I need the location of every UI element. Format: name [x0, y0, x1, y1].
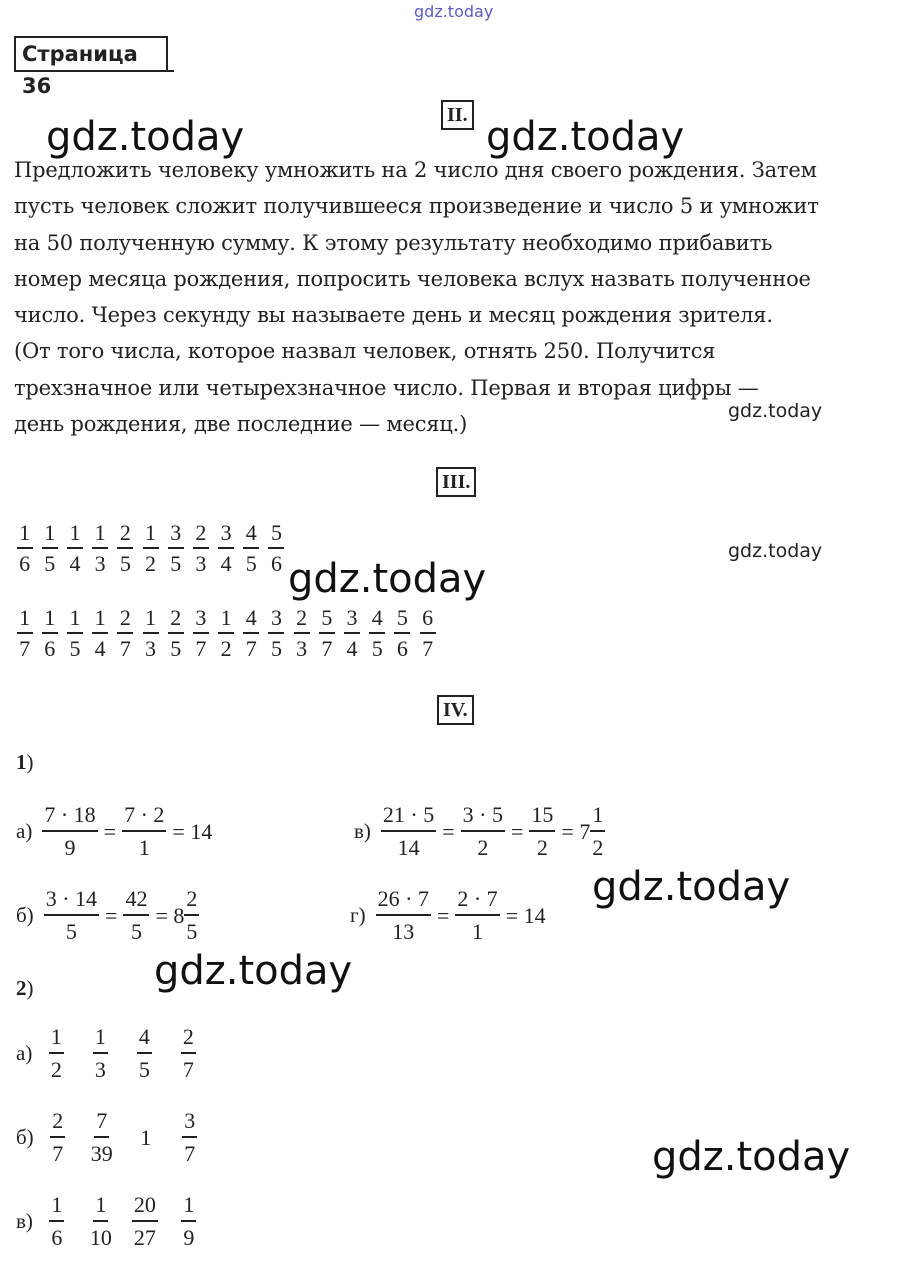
numerator: 6 — [420, 607, 436, 634]
fraction: $\frac{2 \cdot 7}{1}$ — [457, 886, 498, 944]
fraction — [214, 607, 239, 660]
denominator: 2 — [50, 1057, 62, 1082]
numerator: 5 — [319, 607, 335, 634]
fraction — [390, 607, 415, 660]
numerator: 5 — [268, 522, 284, 549]
fraction — [138, 522, 163, 575]
numerator: 2 — [117, 607, 133, 634]
numerator: 4 — [137, 1026, 152, 1054]
denominator: 39 — [90, 1141, 113, 1166]
denominator: 3 — [296, 636, 308, 661]
paragraph-line: (От того числа, которое назвал человек, отнять 250. Получится — [14, 339, 716, 364]
answer-cell — [166, 1026, 210, 1081]
answer-cell — [124, 1125, 168, 1151]
fraction — [264, 522, 289, 575]
denominator: 2 — [145, 551, 157, 576]
fraction — [239, 607, 264, 660]
part-2-number: 2) — [16, 976, 34, 1000]
fraction — [62, 607, 87, 660]
denominator: 7 — [119, 636, 131, 661]
fraction: $\frac{26 \cdot 7}{13}$ — [377, 886, 429, 944]
denominator: 7 — [195, 636, 207, 661]
denominator: 4 — [69, 551, 81, 576]
denominator: 6 — [270, 551, 282, 576]
denominator: 5 — [170, 551, 182, 576]
paragraph-line: Предложить человеку умножить на 2 число дня своего рождения. Затем — [14, 158, 817, 182]
watermark: gdz.today — [154, 948, 353, 994]
denominator: 7 — [245, 636, 257, 661]
numerator: 1 — [17, 522, 33, 549]
numerator: 3 — [182, 1110, 197, 1138]
answer-cell — [36, 1110, 80, 1165]
answer-cell — [78, 1026, 122, 1081]
numerator: 1 — [218, 607, 234, 634]
numerator: 3 — [193, 607, 209, 634]
fraction — [62, 522, 87, 575]
numerator: 2 — [294, 607, 310, 634]
fraction — [138, 607, 163, 660]
numerator: 4 — [369, 607, 385, 634]
numerator: 2 — [50, 1110, 65, 1138]
fraction — [163, 522, 188, 575]
answer-cell — [168, 1110, 212, 1165]
fraction — [365, 607, 390, 660]
fraction — [188, 607, 213, 660]
answer-cell — [79, 1194, 123, 1249]
numerator: 1 — [92, 522, 108, 549]
answer-cell — [167, 1194, 211, 1249]
fraction — [132, 1194, 158, 1249]
denominator: 5 — [245, 551, 257, 576]
numerator: 1 — [17, 607, 33, 634]
fraction: $\frac{15}{2}$ — [531, 802, 554, 860]
numerator: 2 — [168, 607, 184, 634]
section-heading-iv: IV. — [437, 695, 474, 725]
denominator: 6 — [44, 636, 56, 661]
fraction — [88, 522, 113, 575]
fraction — [264, 607, 289, 660]
fraction — [415, 607, 440, 660]
paragraph-line: пусть человек сложит получившееся произведение и число 5 и умножит — [14, 194, 819, 219]
numerator: 3 — [344, 607, 360, 634]
denominator: 5 — [119, 551, 131, 576]
watermark: gdz.today — [652, 1134, 851, 1180]
paragraph-line: день рождения, две последние — месяц.) — [14, 412, 468, 437]
denominator: 5 — [270, 636, 282, 661]
top-watermark: gdz.today — [414, 2, 494, 21]
denominator: 2 — [220, 636, 232, 661]
denominator: 6 — [396, 636, 408, 661]
denominator: 10 — [89, 1225, 112, 1250]
fraction — [314, 607, 339, 660]
answer-cell — [122, 1026, 166, 1081]
denominator: 6 — [51, 1225, 63, 1250]
numerator: 1 — [143, 607, 159, 634]
numerator: 1 — [67, 607, 83, 634]
answer-cell — [80, 1110, 124, 1165]
answer-cell — [35, 1194, 79, 1249]
expression-1g: г) $\frac{26 \cdot 7}{13}$ = $\frac{2 \cdot 7}{1}$ = 14 — [350, 886, 546, 944]
denominator: 3 — [195, 551, 207, 576]
denominator: 6 — [19, 551, 31, 576]
part-2v-row: в) $\frac{1}{6}$ $\frac{1}{10}$ $\frac{20}{27}$ $\frac{1}{9}$ — [16, 1194, 211, 1249]
denominator: 27 — [133, 1225, 156, 1250]
numerator: 1 — [49, 1194, 64, 1222]
denominator: 7 — [182, 1057, 194, 1082]
fraction — [113, 607, 138, 660]
fraction — [37, 607, 62, 660]
denominator: 5 — [371, 636, 383, 661]
numerator: 4 — [243, 522, 259, 549]
fraction — [339, 607, 364, 660]
expression-1a: а) $\frac{7 \cdot 18}{9}$ = $\frac{7 \cdot 2}{1}$ = 14 — [16, 802, 213, 860]
denominator: 5 — [138, 1057, 150, 1082]
numerator: 1 — [143, 522, 159, 549]
section-ii-paragraph — [14, 152, 904, 442]
fraction — [88, 607, 113, 660]
fraction: $\frac{1}{2}$ — [592, 802, 604, 860]
fraction — [12, 522, 37, 575]
denominator: 7 — [422, 636, 434, 661]
fraction — [113, 522, 138, 575]
denominator: 4 — [94, 636, 106, 661]
fraction: $\frac{7 \cdot 18}{9}$ — [44, 802, 96, 860]
paragraph-line: на 50 полученную сумму. К этому результату необходимо прибавить — [14, 230, 773, 255]
denominator: 9 — [183, 1225, 195, 1250]
numerator: 1 — [42, 607, 58, 634]
fraction: $\frac{2}{5}$ — [186, 886, 198, 944]
fraction: $\frac{7 \cdot 2}{1}$ — [124, 802, 165, 860]
part-2a-row: а) $\frac{1}{2}$ $\frac{1}{3}$ $\frac{4}{5}$ $\frac{2}{7}$ — [16, 1026, 210, 1081]
fraction — [49, 1194, 64, 1249]
denominator: 5 — [170, 636, 182, 661]
fraction — [163, 607, 188, 660]
numerator: 1 — [92, 607, 108, 634]
denominator: 3 — [94, 1057, 106, 1082]
numerator: 7 — [94, 1110, 109, 1138]
numerator: 20 — [132, 1194, 158, 1222]
denominator: 4 — [220, 551, 232, 576]
watermark: gdz.today — [486, 114, 685, 160]
part-1-number: 1) — [16, 750, 34, 774]
numerator: 2 — [181, 1026, 196, 1054]
paragraph-line: число. Через секунду вы называете день и месяц рождения зрителя. — [14, 303, 773, 328]
numerator: 1 — [67, 522, 83, 549]
watermark-small: gdz.today — [728, 400, 823, 422]
numerator: 1 — [93, 1026, 108, 1054]
numerator: 1 — [49, 1026, 64, 1054]
fraction — [88, 1194, 114, 1249]
fraction-row-2 — [12, 607, 440, 660]
answer-cell — [34, 1026, 78, 1081]
fraction — [137, 1026, 152, 1081]
answer-number: 1 — [140, 1124, 152, 1150]
numerator: 3 — [218, 522, 234, 549]
page-label-underline — [14, 70, 174, 72]
denominator: 5 — [69, 636, 81, 661]
fraction — [181, 1194, 196, 1249]
numerator: 1 — [181, 1194, 196, 1222]
section-heading-ii: II. — [441, 100, 474, 130]
fraction: $\frac{3 \cdot 14}{5}$ — [45, 886, 98, 944]
denominator: 7 — [184, 1141, 196, 1166]
denominator: 7 — [321, 636, 333, 661]
denominator: 3 — [145, 636, 157, 661]
fraction — [89, 1110, 115, 1165]
fraction — [188, 522, 213, 575]
numerator: 1 — [42, 522, 58, 549]
numerator: 5 — [394, 607, 410, 634]
fraction-row-1 — [12, 522, 289, 575]
answer-cell — [123, 1194, 167, 1249]
numerator: 2 — [193, 522, 209, 549]
fraction: $\frac{42}{5}$ — [125, 886, 148, 944]
fraction — [289, 607, 314, 660]
expression-1b: б) $\frac{3 \cdot 14}{5}$ = $\frac{42}{5}$ = 8 $\frac{2}{5}$ — [16, 886, 198, 944]
expression-1v: в) $\frac{21 \cdot 5}{14}$ = $\frac{3 \cdot 5}{2}$ = $\frac{15}{2}$ = 7 $\frac{1}{2}$ — [354, 802, 604, 860]
fraction — [239, 522, 264, 575]
fraction: $\frac{21 \cdot 5}{14}$ — [382, 802, 435, 860]
fraction — [214, 522, 239, 575]
part-2b-row: б) $\frac{2}{7}$ $\frac{7}{39}$ 1 $\frac{3}{7}$ — [16, 1110, 212, 1165]
numerator: 1 — [93, 1194, 108, 1222]
numerator: 4 — [243, 607, 259, 634]
fraction — [37, 522, 62, 575]
denominator: 7 — [19, 636, 31, 661]
page-label: Страница 36 — [14, 36, 168, 70]
fraction — [93, 1026, 108, 1081]
watermark: gdz.today — [46, 114, 245, 160]
denominator: 3 — [94, 551, 106, 576]
fraction: $\frac{3 \cdot 5}{2}$ — [462, 802, 503, 860]
numerator: 2 — [117, 522, 133, 549]
paragraph-line: номер месяца рождения, попросить человека вслух назвать полученное — [14, 266, 811, 291]
watermark: gdz.today — [592, 864, 791, 910]
numerator: 3 — [268, 607, 284, 634]
fraction — [182, 1110, 197, 1165]
fraction — [50, 1110, 65, 1165]
denominator: 5 — [44, 551, 56, 576]
denominator: 7 — [52, 1141, 64, 1166]
paragraph-line: трехзначное или четырехзначное число. Первая и вторая цифры — — [14, 375, 759, 400]
section-heading-iii: III. — [436, 467, 476, 497]
denominator: 4 — [346, 636, 358, 661]
numerator: 3 — [168, 522, 184, 549]
fraction — [12, 607, 37, 660]
fraction — [181, 1026, 196, 1081]
watermark: gdz.today — [288, 556, 487, 602]
fraction — [49, 1026, 64, 1081]
watermark-small: gdz.today — [728, 540, 823, 562]
